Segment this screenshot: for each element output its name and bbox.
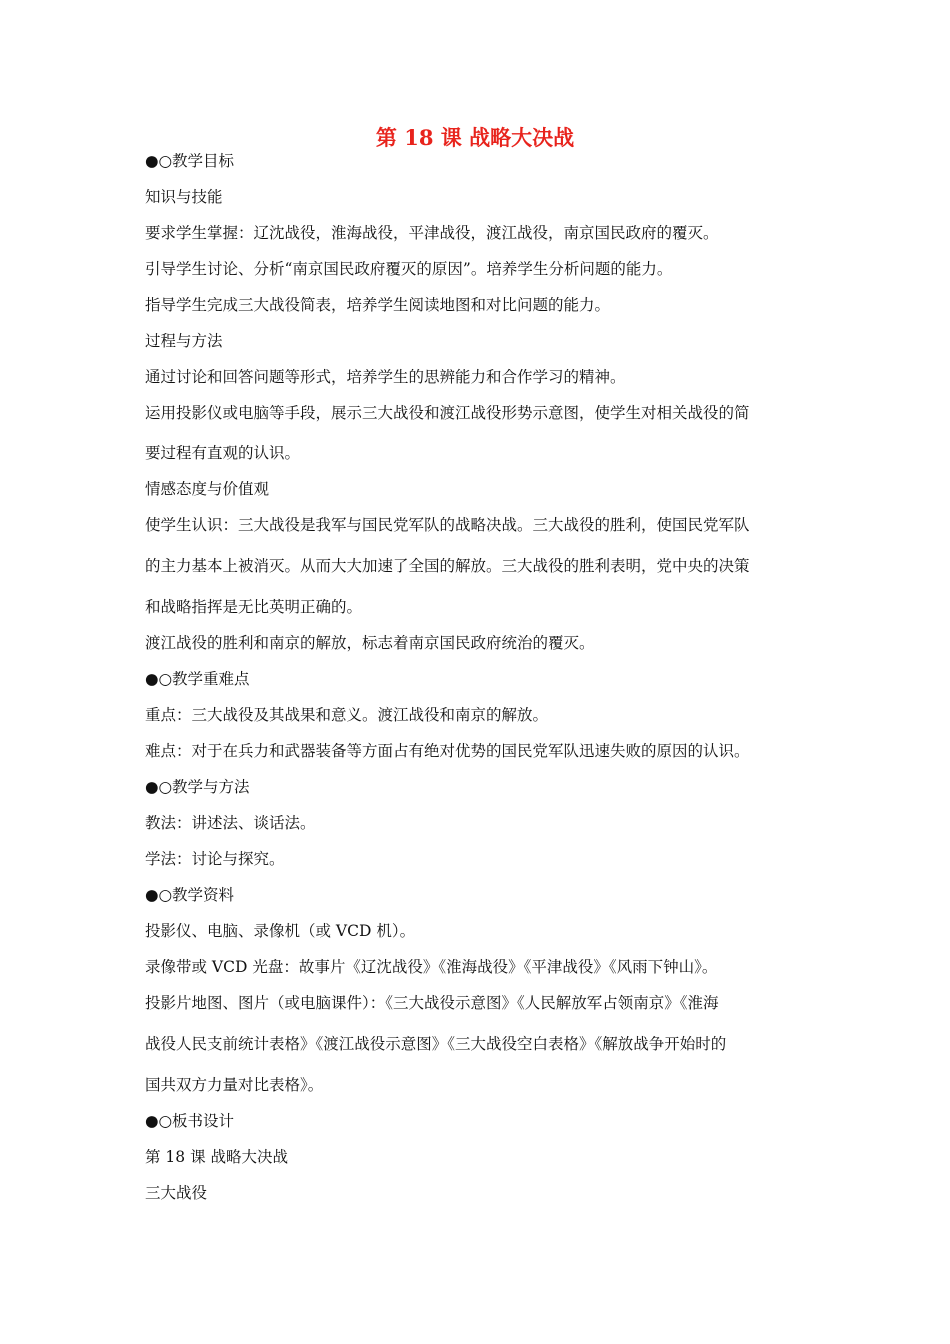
paragraph-line: 和战略指挥是无比英明正确的。 <box>145 598 363 616</box>
paragraph-line: 教法：讲述法、谈话法。 <box>145 814 316 832</box>
paragraph-line: 要求学生掌握：辽沈战役，淮海战役，平津战役，渡江战役，南京国民政府的覆灭。 <box>145 224 719 242</box>
paragraph-line: 学法：讨论与探究。 <box>145 850 285 868</box>
paragraph-line: 通过讨论和回答问题等形式，培养学生的思辨能力和合作学习的精神。 <box>145 368 626 386</box>
paragraph-line: 引导学生讨论、分析“南京国民政府覆灭的原因”。培养学生分析问题的能力。 <box>145 260 673 278</box>
section-heading-materials: ●○教学资料 <box>145 886 235 904</box>
paragraph-line: 渡江战役的胜利和南京的解放，标志着南京国民政府统治的覆灭。 <box>145 634 595 652</box>
paragraph-line: 战役人民支前统计表格》《渡江战役示意图》《三大战役空白表格》《解放战争开始时的 <box>145 1035 727 1053</box>
paragraph-line: 的主力基本上被消灭。从而大大加速了全国的解放。三大战役的胜利表明，党中央的决策 <box>145 557 750 575</box>
paragraph-line: 国共双方力量对比表格》。 <box>145 1076 324 1094</box>
section-heading-board-design: ●○板书设计 <box>145 1112 235 1130</box>
paragraph-line: 投影片地图、图片（或电脑课件）：《三大战役示意图》《人民解放军占领南京》《淮海 <box>145 994 719 1012</box>
section-heading-objectives: ●○教学目标 <box>145 152 235 170</box>
paragraph-line: 第 18 课 战略大决战 <box>145 1148 289 1166</box>
paragraph-line: 三大战役 <box>145 1184 208 1202</box>
page-title: 第 18 课 战略大决战 <box>375 125 575 150</box>
section-heading-key-points: ●○教学重难点 <box>145 670 250 688</box>
paragraph-line: 指导学生完成三大战役简表，培养学生阅读地图和对比问题的能力。 <box>145 296 611 314</box>
paragraph-line: 投影仪、电脑、录像机（或 VCD 机）。 <box>145 922 416 940</box>
paragraph-line: 难点：对于在兵力和武器装备等方面占有绝对优势的国民党军队迅速失败的原因的认识。 <box>145 742 750 760</box>
paragraph-line: 录像带或 VCD 光盘：故事片《辽沈战役》《淮海战役》《平津战役》《风雨下钟山》。 <box>145 958 718 976</box>
subheading-process-methods: 过程与方法 <box>145 332 223 350</box>
subheading-knowledge-skills: 知识与技能 <box>145 188 223 206</box>
paragraph-line: 运用投影仪或电脑等手段，展示三大战役和渡江战役形势示意图，使学生对相关战役的简 <box>145 404 750 422</box>
paragraph-line: 重点：三大战役及其战果和意义。渡江战役和南京的解放。 <box>145 706 549 724</box>
paragraph-line: 要过程有直观的认识。 <box>145 444 301 462</box>
subheading-attitude-values: 情感态度与价值观 <box>145 480 270 498</box>
section-heading-teaching-methods: ●○教学与方法 <box>145 778 250 796</box>
paragraph-line: 使学生认识：三大战役是我军与国民党军队的战略决战。三大战役的胜利，使国民党军队 <box>145 516 750 534</box>
